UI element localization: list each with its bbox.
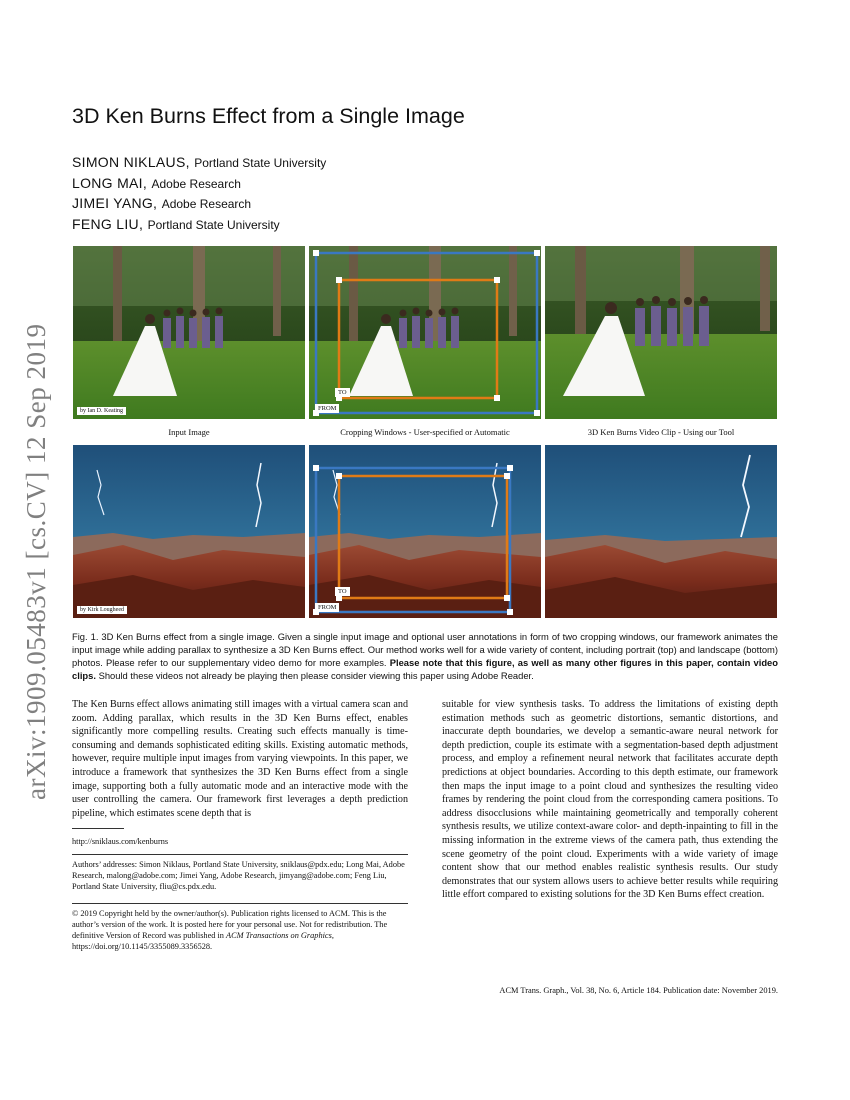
arxiv-identifier: arXiv:1909.05483v1 [cs.CV] 12 Sep 2019 <box>21 323 51 800</box>
author-affiliation: Adobe Research <box>151 176 241 191</box>
wedding-photo <box>73 246 305 419</box>
project-url-link[interactable]: http://sniklaus.com/kenburns <box>72 837 169 846</box>
copyright-notice <box>72 908 408 952</box>
abstract-right-column: suitable for view synthesis tasks. To address the limitations of existing depth estimation methods such as geometric distortions, semantic distortions, and inaccurate depth boundaries, we develop a semantic-aware neural network for depth prediction, couple its estimate with a segmentation-based depth adjustment process, and employ a refinement neural network that facilitates accurate depth predictions at object boundaries. According to this depth estimate, our framework then maps the input image to a point cloud and synthesizes the resulting video frames by rendering the point cloud from the corresponding camera positions. To address disocclusions while maintaining geometrically and temporally coherent synthesis results, we utilize context-aware color- and depth-inpainting to fill in the missing information in the extreme views of the camera path, thus extending the scene geometry of the point cloud. Experiments with a wide variety of image content show that our method enables realistic synthesis results. Our study demonstrates that our system allows users to achieve better results while requiring little effort compared to existing solutions for the 3D Ken Burns effect creation. <box>442 699 778 901</box>
journal-reference: ACM Trans. Graph., Vol. 38, No. 6, Article 184. Publication date: November 2019. <box>499 986 778 995</box>
figure-panel-output-landscape <box>545 445 777 618</box>
canyon-photo <box>73 445 305 618</box>
figure-caption <box>72 630 778 682</box>
abstract-left-column: The Ken Burns effect allows animating still images with a virtual camera scan and zoom. Adding parallax, which results in the 3D Ken Burns effect, enables significantly more compelling results. Creating such effects manually is time-consuming and demands sophisticated editing skills. Existing automatic methods, however, require multiple input images from varying viewpoints. In this paper, we introduce a framework that synthesizes the 3D Ken Burns effect from a single image, supporting both a fully automatic mode and an interactive mode with the user controlling the camera. Our framework first leverages a depth prediction pipeline, which estimates scene depth that is <box>72 699 408 819</box>
author-entry <box>72 215 326 236</box>
author-name: SIMON NIKLAUS, <box>72 154 190 170</box>
from-label: FROM <box>315 603 339 612</box>
author-name: JIMEI YANG, <box>72 195 158 211</box>
doi-link[interactable]: , https://doi.org/10.1145/3355089.3356528. <box>72 931 334 951</box>
caption-tail: Should these videos not already be playing then please consider viewing this paper using Adobe Reader. <box>95 670 534 681</box>
column-label-input: Input Image <box>168 427 210 437</box>
to-label: TO <box>335 388 350 397</box>
copyright-text: © 2019 Copyright held by the owner/author(s). Publication rights licensed to ACM. This is the author’s version of the work. It is posted here for your personal use. Not for redistribution. The definitive Version of Record was published in <box>72 909 388 940</box>
from-label: FROM <box>315 404 339 413</box>
author-name: FENG LIU, <box>72 215 144 232</box>
footnote-rule <box>72 828 124 829</box>
column-label-output: 3D Ken Burns Video Clip - Using our Tool <box>587 427 735 437</box>
figure-panel-output-portrait <box>545 246 777 419</box>
photo-credit: by Ian D. Keating <box>77 407 126 415</box>
caption-bold-note: Please note that this figure, as well as many other figures in this paper, contain video clips. <box>72 657 778 681</box>
copyright-rule <box>72 903 408 904</box>
wedding-photo-zoomed <box>545 246 777 419</box>
author-entry <box>72 194 326 215</box>
author-entry <box>72 174 326 195</box>
caption-text: Fig. 1. 3D Ken Burns effect from a single image. Given a single input image and optional user annotations in form of two cropping windows, our framework animates the input image while adding parallax to synthesize a 3D Ken Burns effect. Our method works well for a wide variety of content, including portrait (top) and landscape (bottom) photos. Please refer to our supplementary video demo for more examples. <box>72 631 778 668</box>
author-name: LONG MAI, <box>72 174 148 191</box>
figure-panel-cropping-portrait <box>309 246 541 419</box>
figure-panel-input-landscape <box>73 445 305 618</box>
figure-panel-input-portrait <box>73 246 305 419</box>
author-addresses: Authors’ addresses: Simon Niklaus, Portland State University, sniklaus@pdx.edu; Long Mai, Adobe Research, malong@adobe.com; Jimei Yang, Adobe Research, jimyang@adobe.com; Feng Liu, Portland State University, fliu@cs.pdx.edu. <box>72 860 405 891</box>
author-affiliation: Portland State University <box>147 217 280 232</box>
author-affiliation: Adobe Research <box>161 197 252 211</box>
canyon-photo-zoomed <box>545 445 777 618</box>
paper-title: 3D Ken Burns Effect from a Single Image <box>72 104 465 128</box>
author-affiliation: Portland State University <box>194 156 327 170</box>
author-entry <box>72 153 326 174</box>
author-list <box>72 153 326 235</box>
figure-panel-cropping-landscape <box>309 445 541 618</box>
journal-name: ACM Transactions on Graphics <box>226 931 332 940</box>
address-rule <box>72 854 408 855</box>
to-label: TO <box>335 587 350 596</box>
column-label-cropping: Cropping Windows - User-specified or Automatic <box>340 427 510 437</box>
photo-credit: by Kirk Lougheed <box>77 606 127 614</box>
